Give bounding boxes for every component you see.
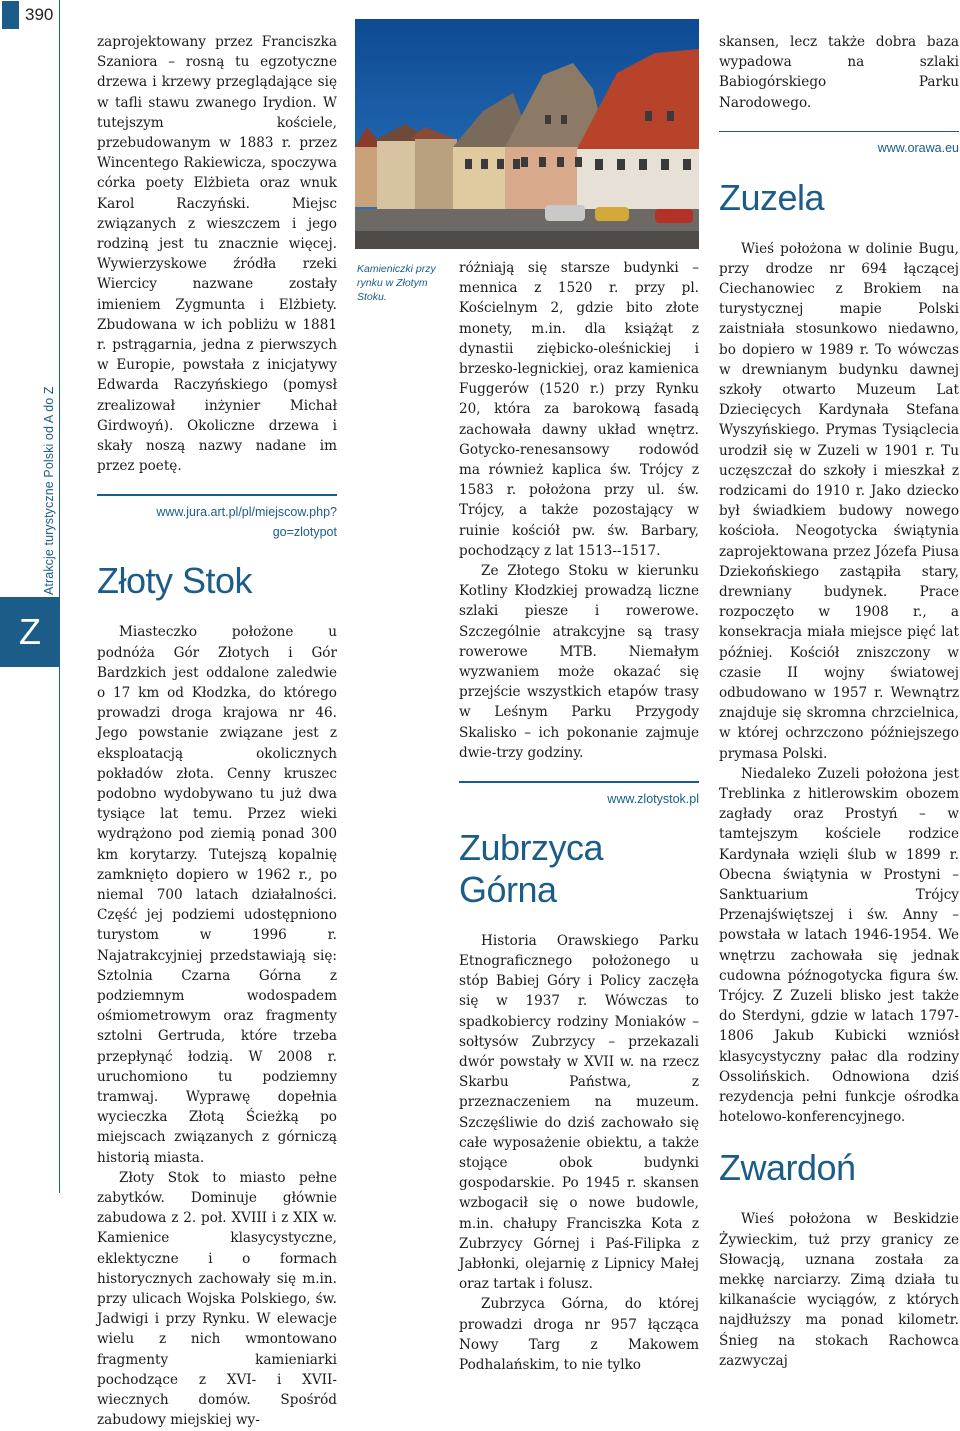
section-letter-tab: Z [0,597,60,667]
page-number-marker [2,1,19,29]
page-number-box [0,0,60,30]
entry-heading: Zubrzyca Górna [459,826,604,910]
page-number: 390 [25,5,54,24]
divider-rule [719,131,959,133]
source-url[interactable]: www.zlotystok.pl [607,791,699,806]
entry-heading: Zwardoń [719,1147,856,1189]
paragraph: Ze Złotego Stoku w kierunku Kotliny Kłodzkiej prowadzą liczne szlaki piesze i rowerowe. Szczególnie atrakcyjne są trasy rowerowe MTB. Niemałym wyzwaniem może okazać się przejście wszystkich etapów trasy w Leśnym Parku Przygody Skalisko – ich pokonanie zajmuje dwie-trzy godziny. [459,563,699,761]
paragraph: Miasteczko położone u podnóża Gór Złotych i Gór Bardzkich jest oddalone zaledwie o 17 km od Kłodzka, do którego prowadzi droga krajowa nr 46. Jego powstanie związane jest z eksploatacją okolicznych pokładów złota. Cenny kruszec podobno wydobywano tu już dwa tysiące lat temu. Przez wieki wydrążono pod ziemią ponad 300 km korytarzy. Tutejszą kopalnię zamknięto dopiero w 1962 r., po niemal 700 latach działalności. Część jej podziemi udostępniono turystom w 1996 r. Najatrakcyjniej przedstawiają się: Sztolnia Czarna Górna z podziemnym wodospadem ośmiometrowym oraz fragmenty sztolni Gertruda, które trzeba przepłynąć łodzią. W 2008 r. uruchomiono tu podziemny tramwaj. Wyprawę dopełnia wycieczka Złotą Ścieżką po miejscach związanych z górniczą historią miasta. [97,624,337,1166]
source-url[interactable]: www.jura.art.pl/pl/miejscow.php?go=zlotypot [156,504,337,540]
paragraph: Wieś położona w dolinie Bugu, przy drodze nr 694 łączącej Ciechanowiec z Brokiem na turystycznej mapie Polski zaistniała stosunkowo niedawno, bo dopiero w 1989 r. To wówczas w drewnianym budynku dawnej szkoły otwarto Muzeum Lat Dziecięcych Kardynała Stefana Wyszyńskiego. Prymas Tysiąclecia urodził się w Zuzeli w 1901 r. Tu uczęszczał do szkoły i mieszkał z rodzicami do 1910 r. Jako dziecko był świadkiem budowy nowego kościoła. Neogotycka świątynia zaprojektowana przez Józefa Piusa Dziekońskiego zastąpiła stary, drewniany budynek. Prace rozpoczęto w 1908 r., a konsekracja miała miejsce pięć lat później. Kościół zniszczony w czasie II wojny światowej odbudowano w 1957 r. Wewnątrz znajduje się skromna chrzcielnica, w której ochrzczono późniejszego prymasa Polski. [719,240,959,762]
paragraph: skansen, lecz także dobra baza wypadowa na szlaki Babiogórskiego Parku Narodowego. [719,34,959,111]
paragraph: różniają się starsze budynki – mennica z 1520 r. przy pl. Kościelnym 2, gdzie bito złote monety, m.in. dla książąt z dynastii ziębicko-oleśnickiej i brzesko-legnickiej, oraz kamienica Fuggerów (1520 r.) przy Rynku 20, która za barokową fasadą zachowała dawny układ wnętrz. Gotycko-renesansowy rodowód ma również kaplica św. Trójcy z 1583 r. położona przy ul. św. Trójcy, a także pozostający w ruinie kościół pw. św. Barbary, pochodzący z lat 1513--1517. [459,260,699,559]
paragraph: Niedaleko Zuzeli położona jest Treblinka z hitlerowskim obozem zagłady oraz Prostyń – w tamtejszym kościele rodzice Kardynała wzięli ślub w 1899 r. Obecna świątynia w Prostyni – Sanktuarium Trójcy Przenajświętszej i św. Anny – powstała w latach 1946-1954. We wnętrzu zachowała się jednak cudowna późnogotycka figura św. Trójcy. Z Zuzeli blisko jest także do Sterdyni, gdzie w latach 1797-1806 Jakub Kubicki wzniósł klasycystyczny pałac dla rodziny Ossolińskich. Odnowiona dziś rezydencja pełni funkcje ośrodka hotelowo-konferencyjnego. [719,765,959,1126]
photo-caption: Kamieniczki przy rynku w Złotym Stoku. [357,263,436,303]
paragraph: Zubrzyca Górna, do której prowadzi droga nr 957 łącząca Nowy Targ z Makowem Podhalańskim, to nie tylko [459,1296,699,1374]
divider-rule [459,781,699,783]
paragraph: zaprojektowany przez Franciszka Szaniora – rosną tu egzotyczne drzewa i krzewy przeglądające się w tafli stawu zwanego Irydion. W tutejszym kościele, przebudowanym w 1883 r. przez Wincentego Rakiewicza, spoczywa córka poety Elżbieta oraz wnuk Karol Raczyński. Miejsc związanych z wieszczem i jego rodziną jest tu znacznie więcej. Wywierzyskowe źródła rzeki Wiercicy nazwane zostały imieniem Zygmunta i Elżbiety. Zbudowana w ich pobliżu w 1881 r. pstrągarnia, jedna z pierwszych w Europie, powstała z inicjatywy Edwarda Raczyńskiego (pomysł zrealizował inżynier Michał Girdwoyń). Okoliczne drzewa i skały noszą nazwy nadane im przez poetę. [97,34,337,475]
side-running-title: Atrakcje turystyczne Polski od A do Z [42,386,56,595]
entry-heading: Złoty Stok [97,560,253,602]
town-square-photo [355,19,699,249]
source-url[interactable]: www.orawa.eu [877,141,959,156]
paragraph: Historia Orawskiego Parku Etnograficznego położonego u stóp Babiej Góry i Policy zaczęła się w 1937 r. Wówczas to spadkobiercy rodziny Moniaków – sołtysów Zubrzycy – przekazali dwór powstały w XVII w. na rzecz Skarbu Państwa, z przeznaczeniem na muzeum. Szczęśliwie do dziś zachowało się całe wyposażenie obiektu, a także stojące obok budynki gospodarskie. Po 1945 r. skansen wzbogacił się o nowe budowle, m.in. chałupy Franciszka Kota z Zubrzycy Górnej i Paś-Filipka z Jabłonki, olejarnię z Lipnicy Małej oraz tartak i folusz. [459,932,699,1293]
entry-heading: Zuzela [719,176,825,218]
paragraph: Wieś położona w Beskidzie Żywieckim, tuż przy granicy ze Słowacją, uznana została za mekkę narciarzy. Zimą działa tu kilkanaście wyciągów, z których najdłuższy ma ponad kilometr. Śnieg na stokach Rachowca zazwyczaj [719,1211,959,1369]
divider-rule [97,494,337,496]
column-2 [459,258,699,1375]
column-1 [97,32,337,1431]
column-3 [719,32,959,1371]
paragraph: Złoty Stok to miasto pełne zabytków. Dominuje głównie zabudowa z 2. poł. XVIII i z XIX w. Kamienice klasycystyczne, eklektyczne i o formach historycznych zachowały się m.in. przy ulicach Wojska Polskiego, św. Jadwigi i przy Rynku. W elewacje wielu z nich wmontowano fragmenty kamieniarki pochodzące z XVI- i XVII-wiecznych domów. Spośród zabudowy miejskiej wy- [97,1169,337,1429]
